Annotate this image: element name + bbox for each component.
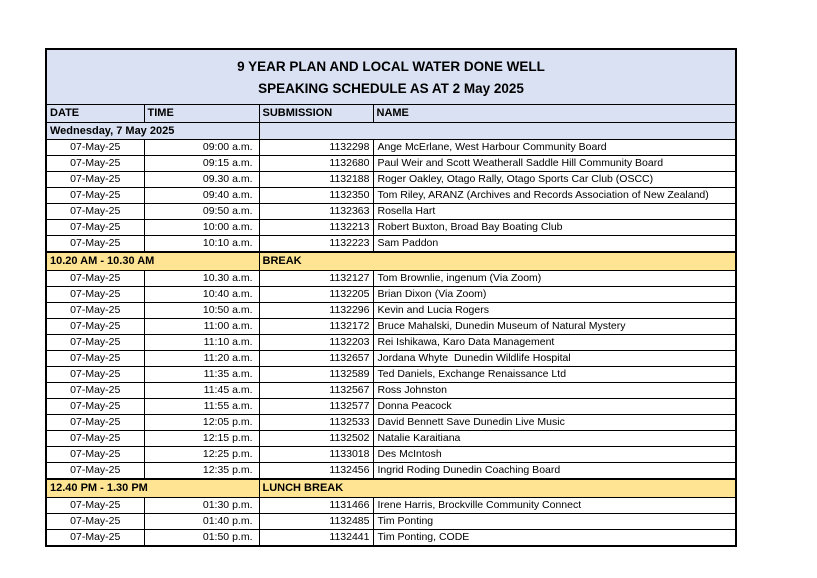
schedule-row [46, 514, 736, 530]
cell-name: Ingrid Roding Dunedin Coaching Board [373, 463, 736, 480]
break-label: BREAK [259, 252, 736, 271]
cell-time: 11:35 a.m. [144, 367, 259, 383]
cell-name: Rosella Hart [373, 204, 736, 220]
title-row [46, 49, 736, 105]
cell-submission: 1131466 [259, 498, 373, 514]
schedule-row [46, 303, 736, 319]
cell-time: 11:45 a.m. [144, 383, 259, 399]
schedule-head [46, 49, 736, 123]
cell-date: 07-May-25 [46, 415, 144, 431]
schedule-row [46, 530, 736, 547]
cell-submission: 1132172 [259, 319, 373, 335]
schedule-row [46, 188, 736, 204]
column-header-date: DATE [46, 105, 144, 123]
speaking-schedule-table [45, 48, 737, 547]
cell-time: 01:30 p.m. [144, 498, 259, 514]
day-section-label: Wednesday, 7 May 2025 [46, 123, 259, 140]
schedule-row [46, 172, 736, 188]
cell-date: 07-May-25 [46, 463, 144, 480]
cell-submission: 1132485 [259, 514, 373, 530]
schedule-row [46, 140, 736, 156]
schedule-subtitle: SPEAKING SCHEDULE AS AT 2 May 2025 [258, 81, 524, 96]
cell-name: Irene Harris, Brockville Community Connect [373, 498, 736, 514]
cell-time: 12:25 p.m. [144, 447, 259, 463]
cell-time: 09.30 a.m. [144, 172, 259, 188]
cell-time: 10.30 a.m. [144, 271, 259, 287]
cell-date: 07-May-25 [46, 156, 144, 172]
cell-name: David Bennett Save Dunedin Live Music [373, 415, 736, 431]
schedule-row [46, 463, 736, 480]
schedule-row [46, 367, 736, 383]
cell-name: Natalie Karaitiana [373, 431, 736, 447]
cell-submission: 1132657 [259, 351, 373, 367]
cell-name: Tim Ponting, CODE [373, 530, 736, 547]
cell-submission: 1132188 [259, 172, 373, 188]
cell-date: 07-May-25 [46, 335, 144, 351]
cell-date: 07-May-25 [46, 399, 144, 415]
schedule-title: 9 YEAR PLAN AND LOCAL WATER DONE WELL [237, 59, 545, 74]
break-row [46, 252, 736, 271]
cell-date: 07-May-25 [46, 447, 144, 463]
cell-time: 12:05 p.m. [144, 415, 259, 431]
schedule-row [46, 156, 736, 172]
cell-date: 07-May-25 [46, 271, 144, 287]
cell-date: 07-May-25 [46, 220, 144, 236]
cell-submission: 1132298 [259, 140, 373, 156]
cell-name: Paul Weir and Scott Weatherall Saddle Hill Community Board [373, 156, 736, 172]
cell-time: 10:10 a.m. [144, 236, 259, 253]
cell-time: 01:50 p.m. [144, 530, 259, 547]
cell-submission: 1132589 [259, 367, 373, 383]
schedule-row [46, 431, 736, 447]
cell-date: 07-May-25 [46, 367, 144, 383]
column-header-name: NAME [373, 105, 736, 123]
schedule-page [45, 48, 737, 547]
cell-name: Des McIntosh [373, 447, 736, 463]
cell-date: 07-May-25 [46, 172, 144, 188]
cell-date: 07-May-25 [46, 319, 144, 335]
cell-name: Tom Brownlie, ingenum (Via Zoom) [373, 271, 736, 287]
cell-name: Ange McErlane, West Harbour Community Board [373, 140, 736, 156]
cell-time: 10:50 a.m. [144, 303, 259, 319]
cell-submission: 1132127 [259, 271, 373, 287]
column-header-time: TIME [144, 105, 259, 123]
cell-submission: 1132577 [259, 399, 373, 415]
cell-date: 07-May-25 [46, 303, 144, 319]
cell-name: Donna Peacock [373, 399, 736, 415]
cell-date: 07-May-25 [46, 287, 144, 303]
cell-date: 07-May-25 [46, 188, 144, 204]
cell-date: 07-May-25 [46, 530, 144, 547]
cell-submission: 1132456 [259, 463, 373, 480]
cell-submission: 1132680 [259, 156, 373, 172]
cell-submission: 1132567 [259, 383, 373, 399]
schedule-row [46, 204, 736, 220]
cell-time: 09:50 a.m. [144, 204, 259, 220]
title-cell [46, 49, 736, 105]
cell-time: 11:10 a.m. [144, 335, 259, 351]
day-section-spacer [259, 123, 736, 140]
cell-date: 07-May-25 [46, 236, 144, 253]
cell-name: Roger Oakley, Otago Rally, Otago Sports Car Club (OSCC) [373, 172, 736, 188]
cell-submission: 1132213 [259, 220, 373, 236]
column-header-row [46, 105, 736, 123]
cell-time: 09:15 a.m. [144, 156, 259, 172]
cell-name: Ted Daniels, Exchange Renaissance Ltd [373, 367, 736, 383]
cell-time: 09:40 a.m. [144, 188, 259, 204]
column-header-submission: SUBMISSION [259, 105, 373, 123]
day-section-row [46, 123, 736, 140]
schedule-row [46, 220, 736, 236]
cell-submission: 1132363 [259, 204, 373, 220]
cell-name: Tim Ponting [373, 514, 736, 530]
cell-name: Sam Paddon [373, 236, 736, 253]
cell-time: 01:40 p.m. [144, 514, 259, 530]
cell-submission: 1132350 [259, 188, 373, 204]
cell-date: 07-May-25 [46, 383, 144, 399]
cell-submission: 1132223 [259, 236, 373, 253]
cell-name: Brian Dixon (Via Zoom) [373, 287, 736, 303]
cell-submission: 1133018 [259, 447, 373, 463]
cell-date: 07-May-25 [46, 431, 144, 447]
schedule-row [46, 415, 736, 431]
schedule-row [46, 287, 736, 303]
break-time-range: 12.40 PM - 1.30 PM [46, 479, 259, 498]
cell-time: 11:55 a.m. [144, 399, 259, 415]
cell-time: 11:20 a.m. [144, 351, 259, 367]
cell-time: 12:35 p.m. [144, 463, 259, 480]
cell-submission: 1132205 [259, 287, 373, 303]
schedule-row [46, 335, 736, 351]
cell-name: Kevin and Lucia Rogers [373, 303, 736, 319]
break-row [46, 479, 736, 498]
cell-submission: 1132296 [259, 303, 373, 319]
cell-name: Jordana Whyte Dunedin Wildlife Hospital [373, 351, 736, 367]
schedule-body [46, 123, 736, 547]
cell-name: Rei Ishikawa, Karo Data Management [373, 335, 736, 351]
schedule-row [46, 498, 736, 514]
break-time-range: 10.20 AM - 10.30 AM [46, 252, 259, 271]
schedule-row [46, 399, 736, 415]
schedule-row [46, 351, 736, 367]
cell-time: 09:00 a.m. [144, 140, 259, 156]
cell-time: 10:40 a.m. [144, 287, 259, 303]
cell-submission: 1132203 [259, 335, 373, 351]
cell-date: 07-May-25 [46, 204, 144, 220]
cell-time: 11:00 a.m. [144, 319, 259, 335]
cell-date: 07-May-25 [46, 514, 144, 530]
cell-name: Tom Riley, ARANZ (Archives and Records Association of New Zealand) [373, 188, 736, 204]
cell-name: Robert Buxton, Broad Bay Boating Club [373, 220, 736, 236]
cell-name: Ross Johnston [373, 383, 736, 399]
cell-submission: 1132502 [259, 431, 373, 447]
schedule-row [46, 383, 736, 399]
schedule-row [46, 271, 736, 287]
cell-date: 07-May-25 [46, 140, 144, 156]
cell-time: 12:15 p.m. [144, 431, 259, 447]
schedule-row [46, 447, 736, 463]
cell-time: 10:00 a.m. [144, 220, 259, 236]
schedule-row [46, 236, 736, 253]
cell-date: 07-May-25 [46, 498, 144, 514]
cell-submission: 1132533 [259, 415, 373, 431]
cell-date: 07-May-25 [46, 351, 144, 367]
cell-submission: 1132441 [259, 530, 373, 547]
schedule-row [46, 319, 736, 335]
cell-name: Bruce Mahalski, Dunedin Museum of Natural Mystery [373, 319, 736, 335]
break-label: LUNCH BREAK [259, 479, 736, 498]
